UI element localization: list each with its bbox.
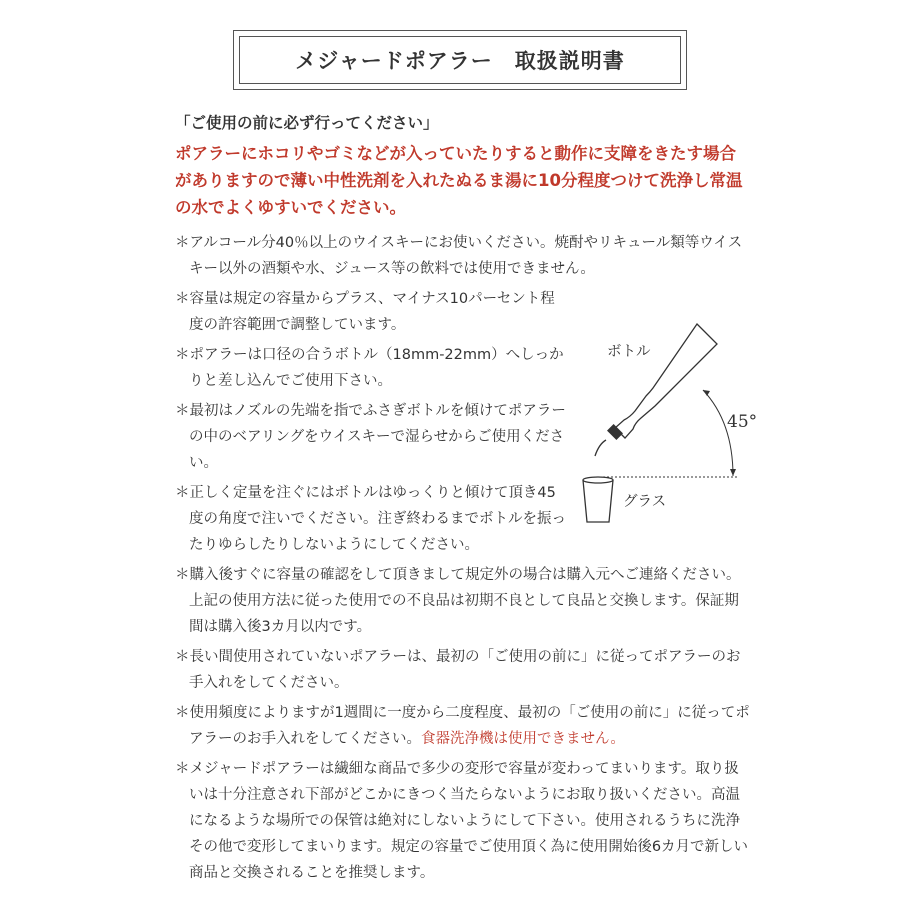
angle-label: 45° bbox=[727, 412, 758, 432]
list-item-alcohol: ＊アルコール分40％以上のウイスキーにお使いください。焼酎やリキュール類等ウイスキー以外の酒類や水、ジュース等の飲料では使用できません。 bbox=[175, 235, 743, 277]
list-item-bottle-fit: ＊ポアラーは口径の合うボトル（18mm-22mm）へしっかりと差し込んでご使用下さい。 bbox=[175, 347, 564, 389]
list-item-frequency bbox=[175, 700, 750, 752]
list-item-pour-angle: ＊正しく定量を注ぐにはボトルはゆっくりと傾けて頂き45度の角度で注いでください。注ぎ終わるまでボトルを振ったりゆらしたりしないようにしてください。 bbox=[175, 485, 566, 553]
dishwasher-warning: 食器洗浄機は使用できません。 bbox=[421, 731, 625, 747]
angle-arrow-bottom bbox=[730, 469, 736, 476]
list-item-unused-care: ＊長い間使用されていないポアラーは、最初の「ご使用の前に」に従ってポアラーのお手入れをしてください。 bbox=[175, 649, 741, 691]
pre-use-heading: 「ご使用の前に必ず行ってください」 bbox=[175, 114, 439, 132]
pouring-diagram bbox=[575, 310, 765, 540]
frequency-text: ＊使用頻度によりますが1週間に一度から二度程度、最初の「ご使用の前に」に従ってポアラーのお手入れをしてください。 bbox=[175, 705, 750, 747]
pourer-shape bbox=[595, 425, 622, 456]
angle-arrow-top bbox=[703, 390, 710, 396]
list-item-first-use: ＊最初はノズルの先端を指でふさぎボトルを傾けてポアラーの中のベアリングをウイスキーで湿らせからご使用ください。 bbox=[175, 403, 566, 471]
title-box bbox=[233, 30, 687, 90]
list-item-capacity: ＊容量は規定の容量からプラス、マイナス10パーセント程度の許容範囲で調整しています。 bbox=[175, 291, 555, 333]
pouring-diagram-svg bbox=[575, 310, 765, 540]
glass-label: グラス bbox=[623, 494, 667, 510]
document-title: メジャードポアラー 取扱説明書 bbox=[239, 36, 681, 84]
angle-arc bbox=[703, 390, 733, 476]
list-item-capacity-check: ＊購入後すぐに容量の確認をして頂きまして規定外の場合は購入元へご連絡ください。上記の使用方法に従った使用での不良品は初期不良として良品と交換します。保証期間は購入後3カ月以内です。 bbox=[175, 567, 741, 635]
list-item-deformation: ＊メジャードポアラーは繊細な商品で多少の変形で容量が変わってまいります。取り扱いは十分注意され下部がどこかにきつく当たらないようにお取り扱いください。高温になるような場所での保管は絶対にしないようにして下さい。使用されるうちに洗浄その他で変形してまいります。規定の容量でご使用頂く為に使用開始後6カ月で新しい商品と交換されることを推奨します。 bbox=[175, 761, 749, 881]
bottle-shape bbox=[615, 324, 717, 438]
pre-use-note: ポアラーにホコリやゴミなどが入っていたりすると動作に支障をきたす場合がありますので薄い中性洗剤を入れたぬるま湯に10分程度つけて洗浄し常温の水でよくゆすいでください。 bbox=[175, 144, 743, 217]
bottle-label: ボトル bbox=[607, 344, 651, 360]
glass-shape bbox=[583, 477, 613, 522]
